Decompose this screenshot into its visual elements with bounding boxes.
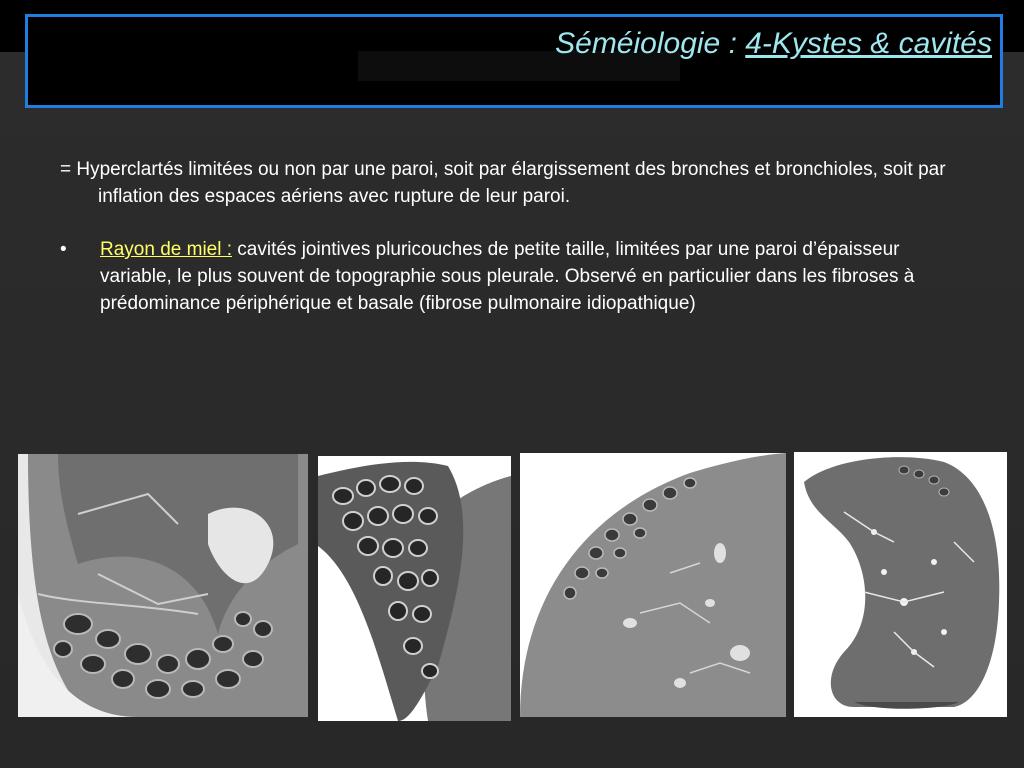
bullet-icon: • [60, 239, 67, 260]
bullet-item-rayon-de-miel [60, 236, 960, 317]
slide-title [555, 27, 992, 61]
bullet-text: cavités jointives pluricouches de petite taille, limitées par une paroi d’épaisseur variable, le plus souvent de topographie sous pleurale. Observé en particulier dans les fibroses à prédominance périphérique et basale (fibrose pulmonaire idiopathique) [100, 239, 915, 314]
ct-image-honeycomb-closeup-2 [318, 456, 511, 721]
ct-image-honeycomb-closeup-1 [18, 454, 308, 717]
definition-paragraph: = Hyperclartés limitées ou non par une paroi, soit par élargissement des bronches et bronchioles, soit par inflation des espaces aériens avec rupture de leur paroi. [60, 159, 946, 207]
ct-image-lung-section [794, 452, 1007, 717]
title-link[interactable]: 4-Kystes & cavités [745, 27, 992, 60]
title-prefix: Séméiologie : [555, 27, 746, 60]
bullet-term-link[interactable]: Rayon de miel : [100, 239, 233, 260]
title-box [25, 14, 1003, 108]
ct-image-subpleural-honeycomb [520, 453, 786, 717]
slide-body [60, 156, 960, 317]
